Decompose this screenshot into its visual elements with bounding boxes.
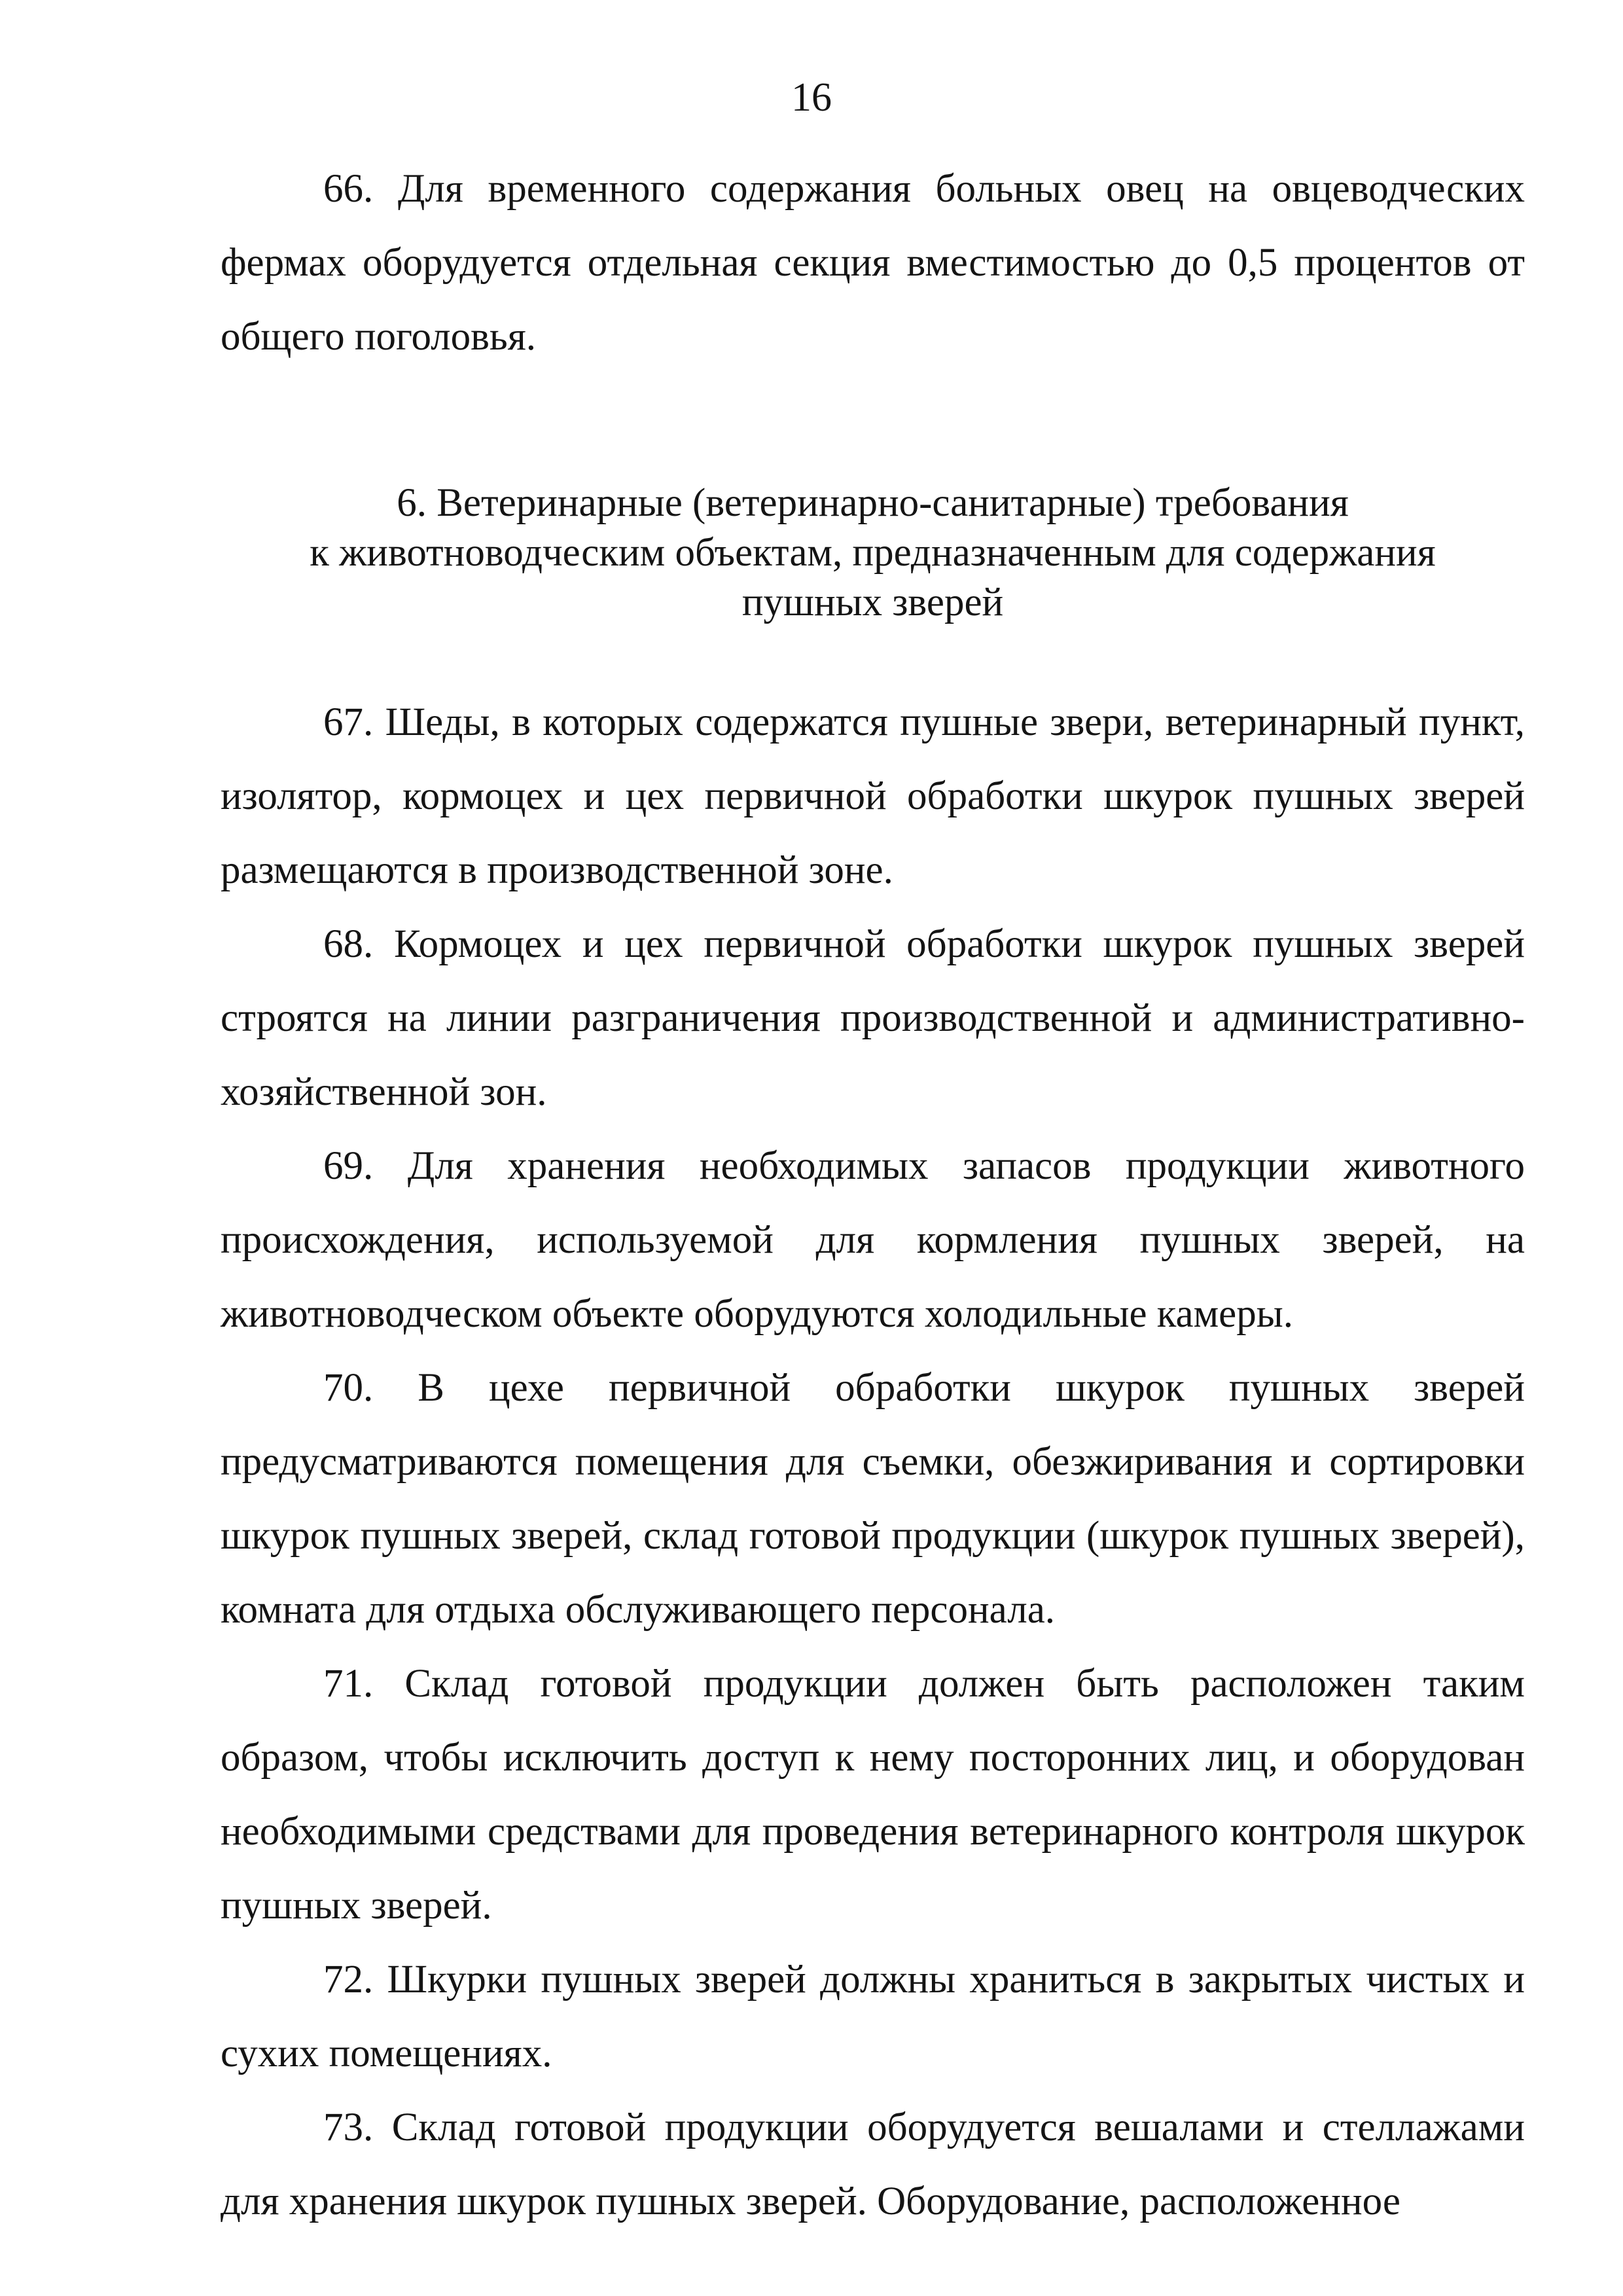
paragraph-73: 73. Склад готовой продукции оборудуется вешалами и стеллажами для хранения шкурок пушных зверей. Оборудование, расположенное <box>221 2106 1525 2223</box>
section-heading-line-2: к животноводческим объектам, предназначенным для содержания <box>310 531 1436 575</box>
paragraph-69: 69. Для хранения необходимых запасов продукции животного происхождения, используемой для кормления пушных зверей, на животноводческом объекте оборудуются холодильные камеры. <box>221 1144 1525 1336</box>
section-heading-line-1: 6. Ветеринарные (ветеринарно-санитарные) требования <box>397 481 1349 525</box>
page-number: 16 <box>791 75 832 120</box>
document-body <box>221 152 1525 2238</box>
section-heading <box>221 478 1525 628</box>
paragraph-67: 67. Шеды, в которых содержатся пушные звери, ветеринарный пункт, изолятор, кормоцех и цех первичной обработки шкурок пушных зверей размещаются в производственной зоне. <box>221 700 1525 892</box>
paragraph-68: 68. Кормоцех и цех первичной обработки шкурок пушных зверей строятся на линии разграничения производственной и административно-хозяйственной зон. <box>221 922 1525 1114</box>
section-heading-line-3: пушных зверей <box>741 581 1004 624</box>
paragraph-72: 72. Шкурки пушных зверей должны храниться в закрытых чистых и сухих помещениях. <box>221 1958 1525 2075</box>
paragraph-70: 70. В цехе первичной обработки шкурок пушных зверей предусматриваются помещения для съемки, обезжиривания и сортировки шкурок пушных зверей, склад готовой продукции (шкурок пушных зверей), комната для отдыха обслуживающего персонала. <box>221 1366 1525 1632</box>
paragraph-71: 71. Склад готовой продукции должен быть расположен таким образом, чтобы исключить доступ к нему посторонних лиц, и оборудован необходимыми средствами для проведения ветеринарного контроля шкурок пушных зверей. <box>221 1662 1525 1928</box>
paragraph-66: 66. Для временного содержания больных овец на овцеводческих фермах оборудуется отдельная секция вместимостью до 0,5 процентов от общего поголовья. <box>221 167 1525 359</box>
